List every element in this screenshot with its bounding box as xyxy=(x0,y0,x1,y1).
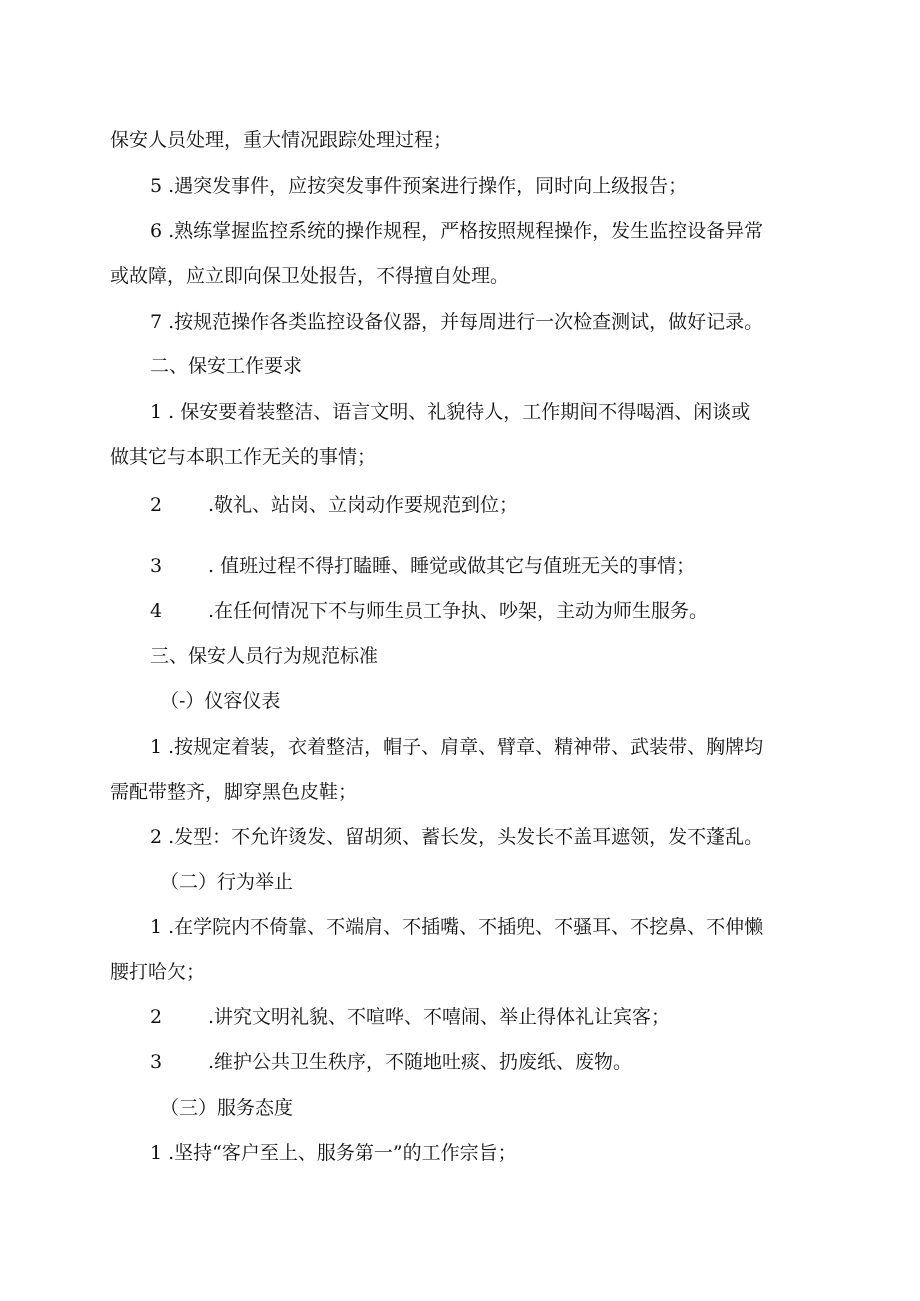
list-text: .在任何情况下不与师生员工争执、吵架，主动为师生服务。 xyxy=(208,600,709,622)
list-number: 3 xyxy=(150,555,163,577)
section-heading-2: 二、保安工作要求 xyxy=(150,355,303,377)
list-item-1: 1 . 保安要着装整洁、语言文明、礼貌待人，工作期间不得喝酒、闲谈或 xyxy=(150,401,751,423)
list-text: .敬礼、站岗、立岗动作要规范到位； xyxy=(208,494,519,516)
list-item-7: 7 .按规范操作各类监控设备仪器，并每周进行一次检查测试，做好记录。 xyxy=(150,311,764,333)
list-item-6: 6 .熟练掌握监控系统的操作规程，严格按照规程操作，发生监控设备异常 xyxy=(150,220,764,242)
list-text: . 值班过程不得打瞌睡、睡觉或做其它与值班无关的事情； xyxy=(208,555,696,577)
list-item-1: 1 .坚持“客户至上、服务第一”的工作宗旨； xyxy=(150,1142,517,1164)
list-number: 2 xyxy=(150,494,163,516)
list-number: 2 xyxy=(150,1006,163,1028)
list-item-4 xyxy=(150,597,708,625)
list-number: 3 xyxy=(150,1051,163,1073)
section-heading-3: 三、保安人员行为规范标准 xyxy=(150,645,379,667)
list-item-5: 5 .遇突发事件，应按突发事件预案进行操作，同时向上级报告； xyxy=(150,175,688,197)
list-number: 4 xyxy=(150,600,163,622)
paragraph-line: 做其它与本职工作无关的事情； xyxy=(110,446,377,468)
list-item-2: 2 .发型：不允许烫发、留胡须、蓄长发，头发长不盖耳遮领，发不蓬乱。 xyxy=(150,826,764,848)
paragraph-line: 或故障，应立即向保卫处报告，不得擅自处理。 xyxy=(110,265,510,287)
list-item-3 xyxy=(150,1048,632,1076)
subsection-heading-1: （-）仪容仪表 xyxy=(160,690,281,712)
subsection-heading-3: （三）服务态度 xyxy=(160,1097,294,1119)
list-item-2 xyxy=(150,1003,670,1031)
paragraph-line: 保安人员处理，重大情况跟踪处理过程； xyxy=(110,129,453,151)
paragraph-line: 腰打哈欠； xyxy=(110,961,206,983)
list-item-1: 1 .按规定着装，衣着整洁，帽子、肩章、臂章、精神带、武装带、胸牌均 xyxy=(150,736,764,758)
list-item-1: 1 .在学院内不倚靠、不端肩、不插嘴、不插兜、不骚耳、不挖鼻、不伸懒 xyxy=(150,916,764,938)
paragraph-line: 需配带整齐，脚穿黑色皮鞋； xyxy=(110,781,358,803)
list-text: .讲究文明礼貌、不喧哗、不嘻闹、举止得体礼让宾客； xyxy=(208,1006,671,1028)
subsection-heading-2: （二）行为举止 xyxy=(160,871,294,893)
list-item-3 xyxy=(150,552,695,580)
list-item-2 xyxy=(150,491,518,519)
list-text: .维护公共卫生秩序，不随地吐痰、扔废纸、废物。 xyxy=(208,1051,633,1073)
